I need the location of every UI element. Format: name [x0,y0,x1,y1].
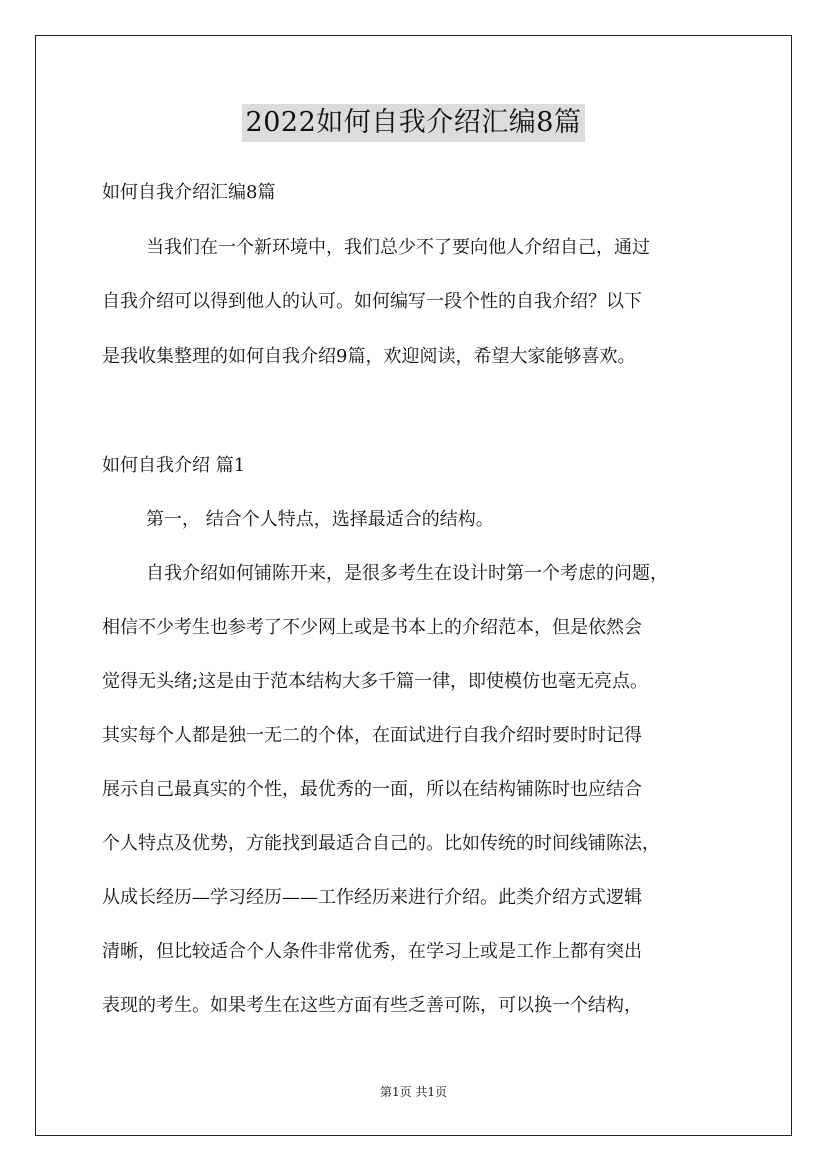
page-footer: 第1页 共1页 [379,1085,448,1099]
title-wrap [0,104,827,142]
body-line: 其实每个人都是独一无二的个体，在面试进行自我介绍时要时时记得 [102,725,642,746]
section-heading: 如何自我介绍 篇1 [102,455,246,476]
body-line: 自我介绍如何铺陈开来，是很多考生在设计时第一个考虑的问题， [146,563,668,584]
intro-line: 自我介绍可以得到他人的认可。如何编写一段个性的自我介绍？以下 [102,291,642,312]
body-line: 展示自己最真实的个性，最优秀的一面，所以在结构铺陈时也应结合 [102,779,642,800]
body-line: 相信不少考生也参考了不少网上或是书本上的介绍范本，但是依然会 [102,617,642,638]
body-line: 觉得无头绪;这是由于范本结构大多千篇一律，即使模仿也毫无亮点。 [102,671,649,692]
body-line: 个人特点及优势，方能找到最适合自己的。比如传统的时间线铺陈法， [102,833,660,854]
point-one: 第一， 结合个人特点，选择最适合的结构。 [146,509,494,530]
body-line: 从成长经历—学习经历——工作经历来进行介绍。此类介绍方式逻辑 [102,887,642,908]
body-line: 表现的考生。如果考生在这些方面有些乏善可陈，可以换一个结构， [102,995,642,1016]
document-title: 2022如何自我介绍汇编8篇 [242,104,586,142]
intro-line: 是我收集整理的如何自我介绍9篇，欢迎阅读，希望大家能够喜欢。 [102,346,636,367]
intro-line: 当我们在一个新环境中，我们总少不了要向他人介绍自己，通过 [146,237,650,258]
body-line: 清晰，但比较适合个人条件非常优秀，在学习上或是工作上都有突出 [102,941,642,962]
subtitle: 如何自我介绍汇编8篇 [102,182,276,203]
